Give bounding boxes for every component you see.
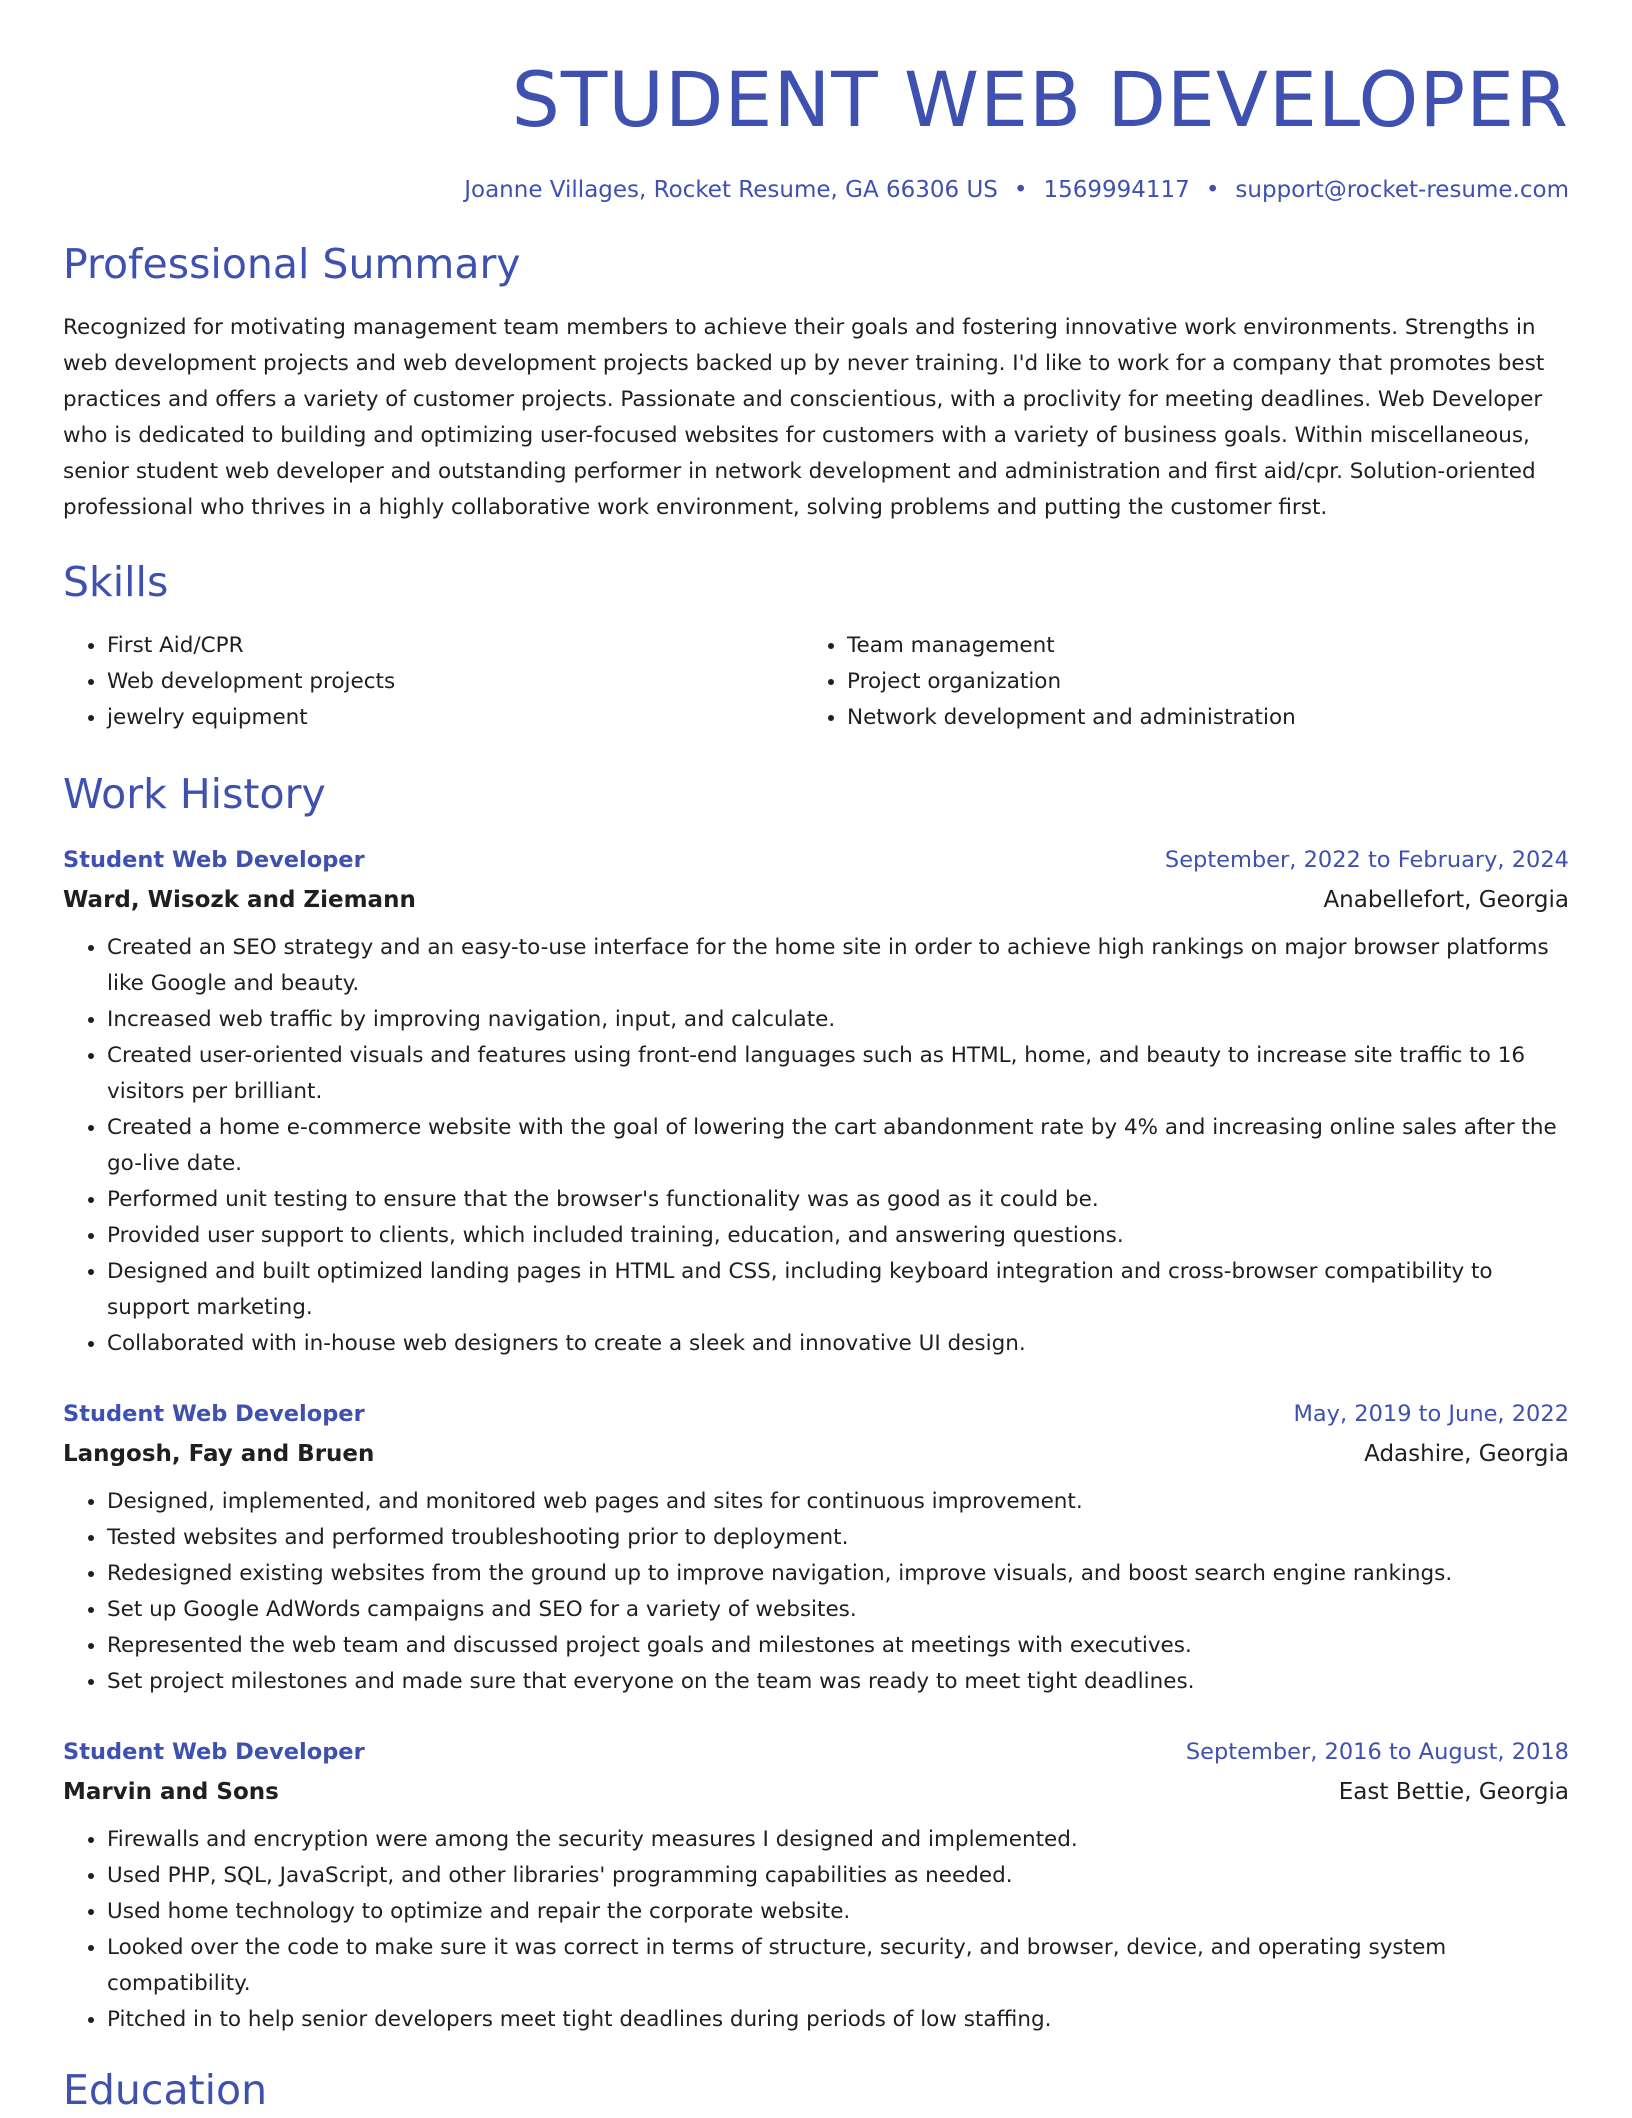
job-title: Student Web Developer (63, 1739, 365, 1765)
resume-title: STUDENT WEB DEVELOPER (511, 55, 1569, 144)
skill-item: • Project organization (847, 664, 1543, 700)
skill-item: • Web development projects (107, 664, 803, 700)
job-company: Langosh, Fay and Bruen (63, 1441, 375, 1467)
job-company: Marvin and Sons (63, 1779, 279, 1805)
job-bullet: • Looked over the code to make sure it was correct in terms of structure, security, and browser, device, and operating system compatibility. (107, 1930, 1569, 2002)
summary-heading: Professional Summary (63, 240, 521, 288)
contact-line (63, 174, 1569, 206)
job-dates: September, 2016 to August, 2018 (1185, 1739, 1569, 1765)
job-bullets (63, 930, 1569, 1362)
skills-column-left (63, 628, 803, 736)
job-bullet: • Redesigned existing websites from the ground up to improve navigation, improve visuals, and boost search engine rankings. (107, 1556, 1569, 1592)
job-entry (63, 842, 1569, 1362)
job-entry (63, 1734, 1569, 2038)
skills-heading: Skills (63, 558, 169, 606)
job-dates: May, 2019 to June, 2022 (1293, 1401, 1569, 1427)
job-bullet: • Set up Google AdWords campaigns and SEO for a variety of websites. (107, 1592, 1569, 1628)
skill-item: • jewelry equipment (107, 700, 803, 736)
job-company-row (63, 1436, 1569, 1472)
job-company-row (63, 1774, 1569, 1810)
job-company-row (63, 882, 1569, 918)
skills-column-right (803, 628, 1543, 736)
job-bullet: • Created user-oriented visuals and features using front-end languages such as HTML, home, and beauty to increase site traffic to 16 visitors per brilliant. (107, 1038, 1569, 1110)
job-header-row (63, 1396, 1569, 1432)
work-history-heading: Work History (63, 770, 326, 818)
job-bullet: • Firewalls and encryption were among the security measures I designed and implemented. (107, 1822, 1569, 1858)
contact-email: support@rocket-resume.com (1235, 177, 1569, 203)
job-bullet: • Designed, implemented, and monitored web pages and sites for continuous improvement. (107, 1484, 1569, 1520)
job-bullet: • Tested websites and performed troubleshooting prior to deployment. (107, 1520, 1569, 1556)
job-location: East Bettie, Georgia (1338, 1779, 1569, 1805)
job-title: Student Web Developer (63, 847, 365, 873)
job-company: Ward, Wisozk and Ziemann (63, 887, 416, 913)
job-title: Student Web Developer (63, 1401, 365, 1427)
job-bullet: • Created an SEO strategy and an easy-to-use interface for the home site in order to achieve high rankings on major browser platforms like Google and beauty. (107, 930, 1569, 1002)
skill-item: • Network development and administration (847, 700, 1543, 736)
job-location: Adashire, Georgia (1364, 1441, 1569, 1467)
job-bullet: • Performed unit testing to ensure that the browser's functionality was as good as it could be. (107, 1182, 1569, 1218)
job-header-row (63, 1734, 1569, 1770)
job-bullet: • Provided user support to clients, which included training, education, and answering questions. (107, 1218, 1569, 1254)
skill-item: • First Aid/CPR (107, 628, 803, 664)
job-entry (63, 1396, 1569, 1700)
education-heading: Education (63, 2066, 268, 2114)
contact-separator: • (1205, 177, 1220, 203)
job-bullets (63, 1822, 1569, 2038)
job-dates: September, 2022 to February, 2024 (1164, 847, 1569, 873)
job-location: Anabellefort, Georgia (1323, 887, 1569, 913)
contact-address: Joanne Villages, Rocket Resume, GA 66306 US (464, 177, 998, 203)
job-bullet: • Used home technology to optimize and repair the corporate website. (107, 1894, 1569, 1930)
skills-list (63, 628, 1569, 736)
contact-separator: • (1013, 177, 1028, 203)
contact-phone: 1569994117 (1043, 177, 1190, 203)
job-bullet: • Collaborated with in-house web designers to create a sleek and innovative UI design. (107, 1326, 1569, 1362)
job-header-row (63, 842, 1569, 878)
job-bullet: • Increased web traffic by improving navigation, input, and calculate. (107, 1002, 1569, 1038)
summary-text: Recognized for motivating management team members to achieve their goals and fostering innovative work environments. Strengths in web development projects and web development projects backed up by never training. I'd like to work for a company that promotes best practices and offers a variety of customer projects. Passionate and conscientious, with a proclivity for meeting deadlines. Web Developer who is dedicated to building and optimizing user-focused websites for customers with a variety of business goals. Within miscellaneous, senior student web developer and outstanding performer in network development and administration and first aid/cpr. Solution-oriented professional who thrives in a highly collaborative work environment, solving problems and putting the customer first. (63, 315, 1545, 520)
job-bullet: • Set project milestones and made sure that everyone on the team was ready to meet tight deadlines. (107, 1664, 1569, 1700)
job-bullet: • Represented the web team and discussed project goals and milestones at meetings with executives. (107, 1628, 1569, 1664)
job-bullet: • Designed and built optimized landing pages in HTML and CSS, including keyboard integration and cross-browser compatibility to support marketing. (107, 1254, 1569, 1326)
job-bullets (63, 1484, 1569, 1700)
job-bullet: • Used PHP, SQL, JavaScript, and other libraries' programming capabilities as needed. (107, 1858, 1569, 1894)
skill-item: • Team management (847, 628, 1543, 664)
job-bullet: • Created a home e-commerce website with the goal of lowering the cart abandonment rate by 4% and increasing online sales after the go-live date. (107, 1110, 1569, 1182)
job-bullet: • Pitched in to help senior developers meet tight deadlines during periods of low staffing. (107, 2002, 1569, 2038)
